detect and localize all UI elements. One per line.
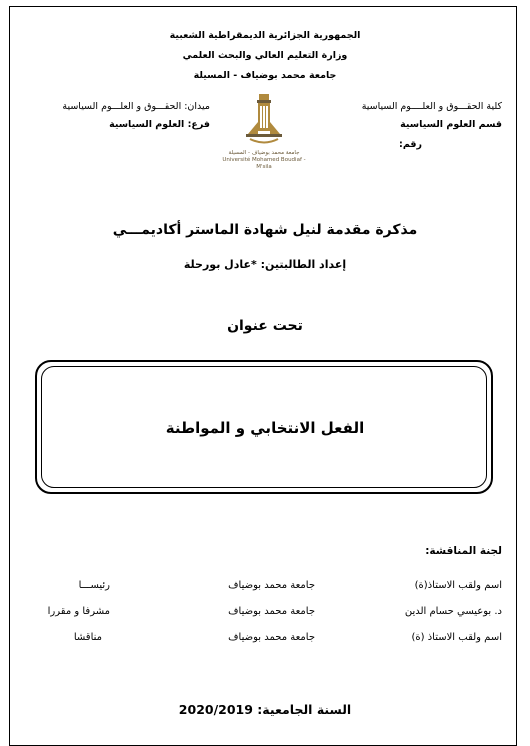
under-title-label: تحت عنوان [227,318,303,334]
committee-heading: لجنة المناقشة: [425,545,502,557]
member-3-university: جامعة محمد بوضياف [228,632,315,643]
member-1-name: اسم ولقب الاستاذ(ة) [414,580,502,591]
university-title: جامعة محمد بوضياف - المسيلة [193,70,337,81]
member-1-university: جامعة محمد بوضياف [228,580,315,591]
member-2-university: جامعة محمد بوضياف [228,606,315,617]
department-label: قسم العلوم السياسية [400,119,502,130]
faculty-label: كلية الحقـــوق و العلــــوم السياسية [361,101,502,112]
branch-label: فرع: العلوم السياسية [109,119,210,130]
prepared-by: إعداد الطالبتين: *عادل بورحلة [183,258,347,271]
member-3-role: مناقشا [73,632,102,643]
logo-caption [218,150,310,171]
number-label: رقم: [399,139,422,150]
thesis-purpose: مذكرة مقدمة لنيل شهادة الماستر أكاديمـــي [112,222,418,238]
ministry-title: وزارة التعليم العالي والبحث العلمي [182,50,348,61]
member-1-role: رئيســـا [78,580,110,591]
university-logo-icon [228,92,300,152]
logo-caption-ar: جامعة محمد بوضياف - المسيلة [228,150,300,156]
thesis-title: الفعل الانتخابي و المواطنة [165,419,365,437]
member-2-name: د. بوعيسي حسام الدين [404,606,502,617]
logo-caption-fr: Université Mohamed Boudiaf - M'sila [222,157,306,170]
academic-year: السنة الجامعية: 2020/2019 [178,702,352,717]
member-3-name: اسم ولقب الاستاذ (ة) [411,632,502,643]
member-2-role: مشرفا و مقررا [47,606,110,617]
republic-title: الجمهورية الجزائرية الديمقراطية الشعبية [169,30,361,41]
field-label: ميدان: الحقـــوق و العلـــوم السياسية [62,101,210,112]
